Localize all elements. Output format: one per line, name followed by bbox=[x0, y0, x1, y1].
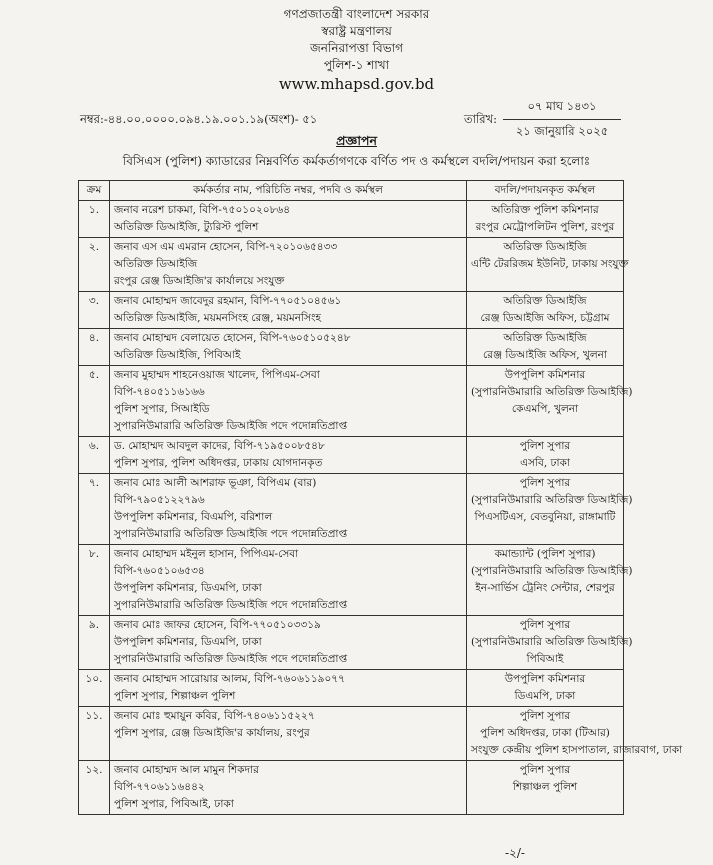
table-header-row bbox=[79, 181, 624, 201]
officer-detail-line: জনাব মোহাম্মদ বেলায়েত হোসেন, বিপি-৭৬০৫১০৫২৪৮ bbox=[114, 332, 351, 344]
letterhead bbox=[0, 6, 713, 94]
row-serial: ২. bbox=[79, 238, 110, 292]
row-serial: ১০. bbox=[79, 670, 110, 707]
officer-detail-line: উপপুলিশ কমিশনার, ডিএমপি, ঢাকা bbox=[114, 582, 262, 594]
row-serial: ৬. bbox=[79, 437, 110, 474]
posting-line: রংপুর মেট্রোপলিটন পুলিশ, রংপুর bbox=[475, 221, 615, 233]
date-bangla: ০৭ মাঘ ১৪৩১ bbox=[503, 98, 621, 120]
posting-cell bbox=[467, 292, 624, 329]
posting-cell bbox=[467, 366, 633, 437]
date-english: ২১ জানুয়ারি ২০২৫ bbox=[515, 124, 609, 138]
posting-cell bbox=[467, 761, 624, 815]
posting-cell bbox=[467, 329, 624, 366]
posting-line: রেঞ্জ ডিআইজি অফিস, চট্টগ্রাম bbox=[480, 312, 610, 324]
officer-details-cell bbox=[110, 616, 467, 670]
officer-detail-line: জনাব নরেশ চাকমা, বিপি-৭৫০১০২০৮৬৪ bbox=[114, 204, 291, 216]
posting-line: কমান্ড্যান্ট (পুলিশ সুপার) bbox=[494, 548, 596, 560]
ministry-name: স্বরাষ্ট্র মন্ত্রণালয় bbox=[321, 24, 392, 38]
posting-line: উপপুলিশ কমিশনার bbox=[504, 673, 586, 685]
posting-cell bbox=[467, 707, 683, 761]
officer-detail-line: সুপারনিউমারারি অতিরিক্ত ডিআইজি পদে পদোন্নতিপ্রাপ্ত bbox=[114, 599, 348, 611]
table-row bbox=[79, 292, 624, 329]
officer-details-cell bbox=[110, 238, 467, 292]
officer-detail-line: জনাব মোঃ আলী আশরাফ ভূঞা, বিপিএম (বার) bbox=[114, 477, 317, 489]
officer-details-cell bbox=[110, 707, 467, 761]
officer-detail-line: জনাব মুহাম্মদ শাহনেওয়াজ খালেদ, পিপিএম-সেবা bbox=[114, 369, 320, 381]
posting-cell bbox=[467, 474, 633, 545]
table-row bbox=[79, 437, 624, 474]
posting-line: এসবি, ঢাকা bbox=[520, 457, 570, 469]
row-serial: ৫. bbox=[79, 366, 110, 437]
intro-text: বিসিএস (পুলিশ) ক্যাডারের নিম্নবর্ণিত কর্মকর্তাগণকে বর্ণিত পদ ও কর্মস্থলে বদলি/পদায়ন করা হলোঃ bbox=[122, 154, 591, 168]
posting-line: পুলিশ সুপার bbox=[519, 440, 571, 452]
officer-detail-line: জনাব এস এম এমরান হোসেন, বিপি-৭২০১০৬৫৪৩৩ bbox=[114, 241, 338, 253]
officer-detail-line: সুপারনিউমারারি অতিরিক্ত ডিআইজি পদে পদোন্নতিপ্রাপ্ত bbox=[114, 528, 348, 540]
officer-detail-line: পুলিশ সুপার, পিবিআই, ঢাকা bbox=[114, 798, 234, 810]
posting-line: পুলিশ সুপার bbox=[519, 477, 571, 489]
posting-cell bbox=[467, 437, 624, 474]
table-row bbox=[79, 329, 624, 366]
posting-cell bbox=[467, 670, 624, 707]
posting-cell bbox=[467, 616, 633, 670]
officer-detail-line: অতিরিক্ত ডিআইজি bbox=[114, 258, 198, 270]
officer-detail-line: জনাব মোঃ হুমায়ুন কবির, বিপি-৭৪০৬১১৫২২৭ bbox=[114, 710, 315, 722]
memo-number: নম্বর:-৪৪.০০.০০০০.০৯৪.১৯.০০১.১৯(অংশ)- ৫১ bbox=[80, 112, 318, 126]
row-serial: ৯. bbox=[79, 616, 110, 670]
officer-details-cell bbox=[110, 366, 467, 437]
posting-line: অতিরিক্ত ডিআইজি bbox=[503, 241, 587, 253]
row-serial: ৪. bbox=[79, 329, 110, 366]
posting-line: (সুপারনিউমারারি অতিরিক্ত ডিআইজি) bbox=[471, 386, 633, 398]
table-row bbox=[79, 545, 624, 616]
table-row bbox=[79, 616, 624, 670]
officer-detail-line: উপপুলিশ কমিশনার, ডিএমপি, ঢাকা bbox=[114, 636, 262, 648]
header-posting: বদলি/পদায়নকৃত কর্মস্থল bbox=[467, 181, 624, 201]
posting-line: পিএসটিএস, বেতবুনিয়া, রাঙ্গামাটি bbox=[474, 511, 616, 523]
officer-detail-line: অতিরিক্ত ডিআইজি, পিবিআই bbox=[114, 349, 241, 361]
officer-detail-line: রংপুর রেঞ্জ ডিআইজি'র কার্যালয়ে সংযুক্ত bbox=[114, 275, 285, 287]
table-row bbox=[79, 366, 624, 437]
table-row bbox=[79, 474, 624, 545]
posting-line: সংযুক্ত কেন্দ্রীয় পুলিশ হাসপাতাল, রাজারবাগ, ঢাকা bbox=[471, 744, 683, 756]
date-label: তারিখ: bbox=[464, 112, 498, 126]
posting-cell bbox=[467, 201, 624, 238]
page-continuation-mark: -২/- bbox=[505, 846, 525, 860]
officer-detail-line: পুলিশ সুপার, শিল্পাঞ্চল পুলিশ bbox=[114, 690, 236, 702]
table-row bbox=[79, 238, 624, 292]
posting-line: উপপুলিশ কমিশনার bbox=[504, 369, 586, 381]
officer-details-cell bbox=[110, 437, 467, 474]
table-body bbox=[79, 201, 683, 815]
officer-detail-line: উপপুলিশ কমিশনার, বিএমপি, বরিশাল bbox=[114, 511, 273, 523]
officer-details-cell bbox=[110, 329, 467, 366]
posting-line: (সুপারনিউমারারি অতিরিক্ত ডিআইজি) bbox=[471, 494, 633, 506]
officer-detail-line: বিপি-৭৯০৫১২২৭৯৬ bbox=[114, 494, 205, 506]
posting-line: পুলিশ সুপার bbox=[519, 764, 571, 776]
division-name: জননিরাপত্তা বিভাগ bbox=[310, 41, 403, 55]
section-name: পুলিশ-১ শাখা bbox=[323, 58, 390, 72]
officer-detail-line: জনাব মোহাম্মদ মইনুল হাসান, পিপিএম-সেবা bbox=[114, 548, 299, 560]
posting-line: পিবিআই bbox=[526, 653, 564, 665]
posting-line: পুলিশ সুপার bbox=[519, 710, 571, 722]
officer-detail-line: জনাব মোহাম্মদ জাবেদুর রহমান, বিপি-৭৭০৫১০৪৫৬১ bbox=[114, 295, 342, 307]
website-link[interactable]: www.mhapsd.gov.bd bbox=[278, 75, 435, 93]
government-name: গণপ্রজাতন্ত্রী বাংলাদেশ সরকার bbox=[283, 7, 430, 21]
posting-line: পুলিশ অধিদপ্তর, ঢাকা (টিআর) bbox=[480, 727, 610, 739]
officer-detail-line: জনাব মোহাম্মদ সারোয়ার আলম, বিপি-৭৬০৬১১৯০৭৭ bbox=[114, 673, 345, 685]
posting-line: ডিএমপি, ঢাকা bbox=[514, 690, 576, 702]
posting-cell bbox=[467, 238, 629, 292]
header-serial: ক্রম bbox=[79, 181, 110, 201]
table-row bbox=[79, 201, 624, 238]
officer-detail-line: পুলিশ সুপার, সিআইডি bbox=[114, 403, 210, 415]
officer-detail-line: অতিরিক্ত ডিআইজি, ট্যুরিস্ট পুলিশ bbox=[114, 221, 259, 233]
officer-detail-line: সুপারনিউমারারি অতিরিক্ত ডিআইজি পদে পদোন্নতিপ্রাপ্ত bbox=[114, 653, 348, 665]
row-serial: ১২. bbox=[79, 761, 110, 815]
posting-line: রেঞ্জ ডিআইজি অফিস, খুলনা bbox=[483, 349, 607, 361]
posting-line: অতিরিক্ত ডিআইজি bbox=[503, 295, 587, 307]
posting-line: ইন-সার্ভিস ট্রেনিং সেন্টার, শেরপুর bbox=[475, 582, 615, 594]
officer-detail-line: পুলিশ সুপার, পুলিশ অধিদপ্তর, ঢাকায় যোগদানকৃত bbox=[114, 457, 323, 469]
officer-details-cell bbox=[110, 545, 467, 616]
table-row bbox=[79, 707, 624, 761]
notification-title: প্রজ্ঞাপন bbox=[336, 133, 377, 148]
officer-detail-line: সুপারনিউমারারি অতিরিক্ত ডিআইজি পদে পদোন্নতিপ্রাপ্ত bbox=[114, 420, 348, 432]
officer-detail-line: ড. মোহাম্মদ আবদুল কাদের, বিপি-৭১৯৫০০৮৫৪৮ bbox=[114, 440, 325, 452]
officer-detail-line: জনাব মোঃ জাফর হোসেন, বিপি-৭৭০৫১০৩৩১৯ bbox=[114, 619, 321, 631]
posting-line: (সুপারনিউমারারি অতিরিক্ত ডিআইজি) bbox=[471, 565, 633, 577]
officer-detail-line: পুলিশ সুপার, রেঞ্জ ডিআইজি'র কার্যালয়, রংপুর bbox=[114, 727, 310, 739]
posting-line: শিল্পাঞ্চল পুলিশ bbox=[512, 781, 578, 793]
posting-line: কেএমপি, খুলনা bbox=[511, 403, 579, 415]
posting-line: পুলিশ সুপার bbox=[519, 619, 571, 631]
officer-detail-line: বিপি-৭৭০৬১১৬৪৪২ bbox=[114, 781, 205, 793]
row-serial: ৮. bbox=[79, 545, 110, 616]
officer-details-cell bbox=[110, 201, 467, 238]
row-serial: ৭. bbox=[79, 474, 110, 545]
posting-line: (সুপারনিউমারারি অতিরিক্ত ডিআইজি) bbox=[471, 636, 633, 648]
officer-details-cell bbox=[110, 474, 467, 545]
officer-detail-line: জনাব মোহাম্মদ আল মামুন শিকদার bbox=[114, 764, 259, 776]
row-serial: ১. bbox=[79, 201, 110, 238]
officer-detail-line: বিপি-৭৬০৫১০৬৫৩৪ bbox=[114, 565, 205, 577]
row-serial: ৩. bbox=[79, 292, 110, 329]
officer-details-cell bbox=[110, 761, 467, 815]
row-serial: ১১. bbox=[79, 707, 110, 761]
posting-cell bbox=[467, 545, 633, 616]
header-officer: কর্মকর্তার নাম, পরিচিতি নম্বর, পদবি ও কর্মস্থল bbox=[110, 181, 467, 201]
posting-line: অতিরিক্ত ডিআইজি bbox=[503, 332, 587, 344]
table-row bbox=[79, 670, 624, 707]
officer-detail-line: অতিরিক্ত ডিআইজি, ময়মনসিংহ রেঞ্জ, ময়মনসিংহ bbox=[114, 312, 322, 324]
officer-detail-line: বিপি-৭৪০৫১১৬১৬৬ bbox=[114, 386, 205, 398]
transfer-table bbox=[78, 180, 683, 815]
officer-details-cell bbox=[110, 670, 467, 707]
officer-details-cell bbox=[110, 292, 467, 329]
posting-line: অতিরিক্ত পুলিশ কমিশনার bbox=[491, 204, 599, 216]
notification-title-wrap bbox=[0, 133, 713, 153]
table-row bbox=[79, 761, 624, 815]
posting-line: এন্টি টেররিজম ইউনিট, ঢাকায় সংযুক্ত bbox=[471, 258, 629, 270]
